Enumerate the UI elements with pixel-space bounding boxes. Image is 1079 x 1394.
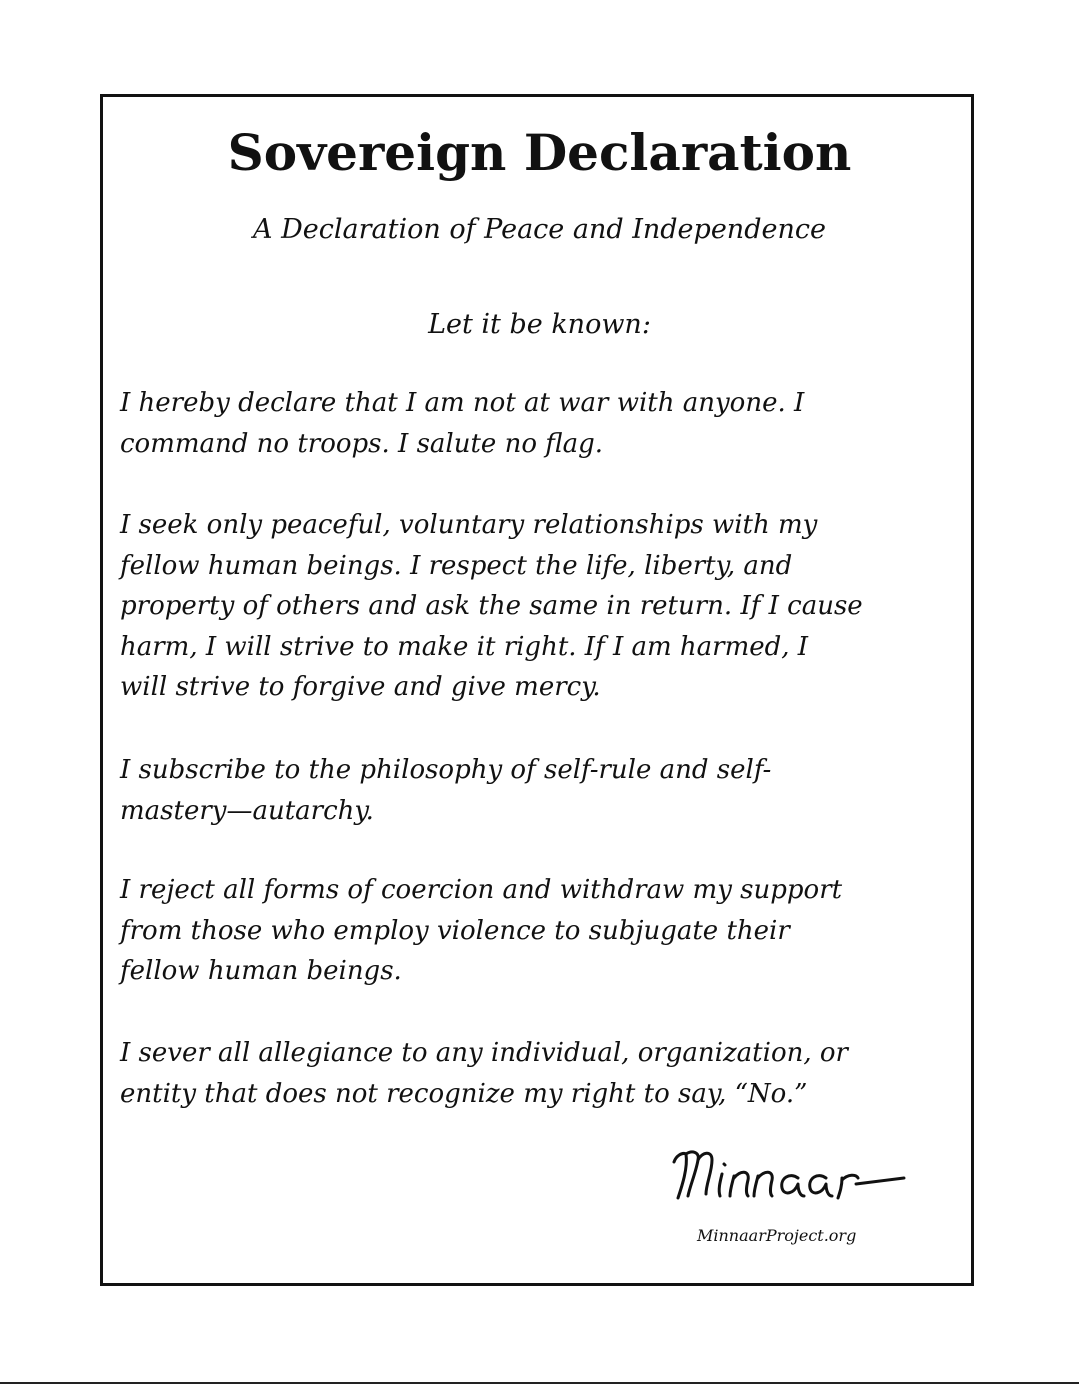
document-title: Sovereign Declaration <box>227 123 852 182</box>
paragraph-line: mastery—autarchy. <box>120 795 374 826</box>
paragraph-line: entity that does not recognize my right to say, “No.” <box>120 1078 808 1109</box>
intro-line: Let it be known: <box>428 309 651 340</box>
document-subtitle: A Declaration of Peace and Independence <box>253 214 826 245</box>
paragraph-line: from those who employ violence to subjugate their <box>120 915 790 946</box>
paragraph-line: I seek only peaceful, voluntary relationships with my <box>120 510 818 540</box>
paragraph-line: fellow human beings. <box>120 956 402 986</box>
paragraph-line: harm, I will strive to make it right. If I am harmed, I <box>120 631 809 662</box>
website-link[interactable]: MinnaarProject.org <box>697 1226 857 1245</box>
paragraph-voluntary <box>120 505 970 708</box>
paragraph-autarchy <box>120 750 970 831</box>
paragraph-peace <box>120 383 970 464</box>
paragraph-line: I sever all allegiance to any individual, organization, or <box>120 1038 848 1068</box>
paragraph-line: command no troops. I salute no flag. <box>120 428 603 459</box>
paragraph-line: I hereby declare that I am not at war with anyone. I <box>120 388 805 418</box>
paragraph-line: fellow human beings. I respect the life, liberty, and <box>120 550 793 581</box>
paragraph-line: I subscribe to the philosophy of self-rule and self- <box>120 755 772 785</box>
paragraph-coercion <box>120 870 970 992</box>
paragraph-allegiance <box>120 1033 970 1114</box>
paragraph-line: I reject all forms of coercion and withdraw my support <box>120 875 843 905</box>
handwritten-signature-icon <box>662 1138 912 1208</box>
paragraph-line: property of others and ask the same in return. If I cause <box>120 591 863 621</box>
paragraph-line: will strive to forgive and give mercy. <box>120 672 601 702</box>
signature-image <box>662 1138 912 1208</box>
page-bottom-divider <box>0 1382 1079 1384</box>
